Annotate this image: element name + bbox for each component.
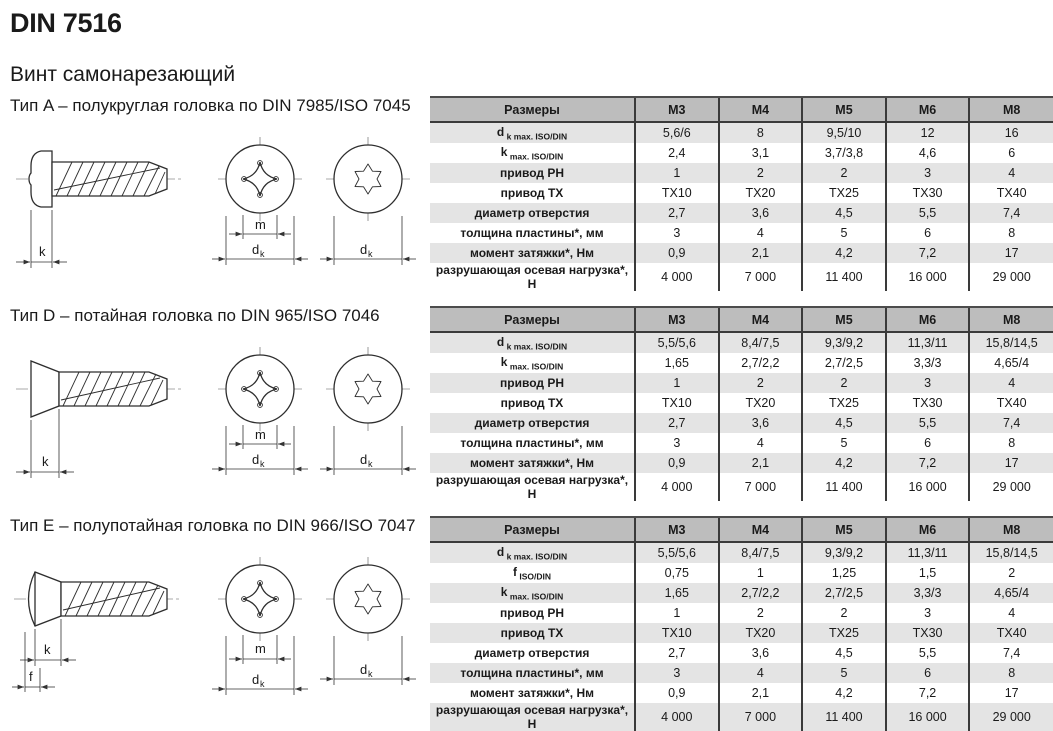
value-cell: 15,8/14,5 <box>969 332 1053 353</box>
table-row <box>430 122 1053 143</box>
row-label: привод PH <box>430 373 635 393</box>
table-row <box>430 643 1053 663</box>
value-cell: 7,4 <box>969 203 1053 223</box>
drawing-raised-countersunk-head <box>10 542 430 718</box>
value-cell: 4 <box>969 603 1053 623</box>
value-cell: 3,6 <box>719 413 803 433</box>
row-label: привод TX <box>430 623 635 643</box>
value-cell: TX40 <box>969 183 1053 203</box>
value-cell: 17 <box>969 453 1053 473</box>
section-type-d <box>10 306 1053 501</box>
value-cell: 8,4/7,5 <box>719 542 803 563</box>
dim-dk-sub-label: k <box>368 669 373 679</box>
page-title: DIN 7516 <box>10 8 122 38</box>
value-cell: 17 <box>969 683 1053 703</box>
row-label: толщина пластины*, мм <box>430 663 635 683</box>
section-title-type-d: Тип D – потайная головка по DIN 965/ISO 7046 <box>10 306 380 325</box>
value-cell: TX25 <box>802 183 886 203</box>
value-cell: 17 <box>969 243 1053 263</box>
table-row <box>430 393 1053 413</box>
dim-dk-label: d <box>252 242 260 257</box>
value-cell: 1,65 <box>635 353 719 373</box>
row-label: d $_{k max. ISO/DIN}$ <box>430 122 635 143</box>
value-cell: 1 <box>635 603 719 623</box>
table-row <box>430 263 1053 291</box>
value-cell: 6 <box>886 223 970 243</box>
value-cell: 2 <box>719 603 803 623</box>
torx-recess-view <box>320 137 416 265</box>
row-label: k $_{max. ISO/DIN}$ <box>500 144 564 162</box>
table-row <box>430 563 1053 583</box>
value-cell: 8 <box>719 122 803 143</box>
drawing-countersunk-head <box>10 332 430 490</box>
value-cell: 8,4/7,5 <box>719 332 803 353</box>
row-label: f $_{ISO/DIN}$ <box>512 564 551 582</box>
value-cell: 3 <box>886 373 970 393</box>
table-row <box>430 453 1053 473</box>
dim-dk-sub-label: k <box>260 249 265 259</box>
row-label: привод PH <box>430 163 635 183</box>
column-header: М8 <box>969 307 1053 332</box>
row-label: разрушающая осевая нагрузка*, Н <box>435 263 629 291</box>
row-label: k $_{max. ISO/DIN}$ <box>430 583 635 603</box>
value-cell: 2,1 <box>719 243 803 263</box>
column-header: М5 <box>802 307 886 332</box>
value-cell: 4,2 <box>802 453 886 473</box>
raised-countersunk-head-side-view <box>12 572 182 692</box>
value-cell: 4,5 <box>802 203 886 223</box>
torx-recess-view <box>320 557 416 685</box>
value-cell: 7,2 <box>886 683 970 703</box>
column-header: М4 <box>719 97 803 122</box>
countersunk-head-side-view <box>16 361 182 478</box>
table-row <box>430 473 1053 501</box>
dim-dk-sub-label: k <box>260 679 265 689</box>
value-cell: 4 <box>719 663 803 683</box>
value-cell: 11,3/11 <box>886 542 970 563</box>
dim-dk-label: d <box>252 452 260 467</box>
row-label: разрушающая осевая нагрузка*, Н <box>430 703 635 731</box>
row-label: разрушающая осевая нагрузка*, Н <box>435 473 629 501</box>
table-row <box>430 243 1053 263</box>
value-cell: 4,65/4 <box>969 583 1053 603</box>
value-cell: 7,4 <box>969 413 1053 433</box>
row-label: диаметр отверстия <box>430 413 635 433</box>
value-cell: 3,6 <box>719 203 803 223</box>
phillips-recess-view <box>212 137 308 265</box>
dim-k-label: k <box>44 642 51 657</box>
value-cell: 16 000 <box>886 703 970 731</box>
pan-head-side-view <box>16 151 182 268</box>
value-cell: 4,5 <box>802 413 886 433</box>
table-row <box>430 143 1053 163</box>
column-header: М4 <box>719 517 803 542</box>
value-cell: 1,65 <box>635 583 719 603</box>
value-cell: 0,9 <box>635 453 719 473</box>
dim-dk-label: d <box>360 662 368 677</box>
value-cell: 29 000 <box>969 703 1053 731</box>
value-cell: 9,3/9,2 <box>802 332 886 353</box>
row-label: момент затяжки*, Нм <box>469 686 595 700</box>
value-cell: 2 <box>719 373 803 393</box>
row-label: привод PH <box>500 606 564 620</box>
page-subtitle: Винт самонарезающий <box>10 63 236 86</box>
table-row <box>430 373 1053 393</box>
value-cell: 5 <box>802 433 886 453</box>
value-cell: 2 <box>802 163 886 183</box>
value-cell: 29 000 <box>969 263 1053 291</box>
value-cell: 16 000 <box>886 263 970 291</box>
value-cell: 8 <box>969 433 1053 453</box>
value-cell: 29 000 <box>969 473 1053 501</box>
value-cell: 5 <box>802 223 886 243</box>
value-cell: 4 000 <box>635 263 719 291</box>
dim-dk-sub-label: k <box>260 459 265 469</box>
phillips-recess-view <box>212 347 308 475</box>
value-cell: TX30 <box>886 623 970 643</box>
value-cell: 11,3/11 <box>886 332 970 353</box>
row-label-header: Размеры <box>430 97 635 122</box>
value-cell: 2 <box>969 563 1053 583</box>
value-cell: 7 000 <box>719 703 803 731</box>
value-cell: 4 <box>719 433 803 453</box>
header-row <box>430 97 1053 122</box>
header-row <box>430 307 1053 332</box>
row-label: d $_{k max. ISO/DIN}$ <box>430 332 635 353</box>
section-title-type-a: Тип A – полукруглая головка по DIN 7985/ISO 7045 <box>10 96 411 115</box>
dim-dk-label: d <box>360 242 368 257</box>
value-cell: 11 400 <box>802 263 886 291</box>
dim-dk-sub-label: k <box>368 459 373 469</box>
value-cell: 2,1 <box>719 453 803 473</box>
table-row <box>430 603 1053 623</box>
dim-k-label: k <box>42 454 49 469</box>
value-cell: 6 <box>886 663 970 683</box>
row-label: привод TX <box>500 186 564 200</box>
value-cell: 2,7/2,2 <box>719 583 803 603</box>
table-row <box>430 623 1053 643</box>
value-cell: 4 <box>969 373 1053 393</box>
value-cell: 7 000 <box>719 473 803 501</box>
value-cell: 5,5 <box>886 203 970 223</box>
value-cell: 0,9 <box>635 243 719 263</box>
value-cell: 6 <box>969 143 1053 163</box>
dim-dk-label: d <box>252 672 260 687</box>
row-label: k $_{max. ISO/DIN}$ <box>500 354 564 372</box>
table-row <box>430 663 1053 683</box>
dim-m-label: m <box>255 217 266 232</box>
value-cell: 9,5/10 <box>802 122 886 143</box>
value-cell: TX30 <box>886 183 970 203</box>
column-header: М5 <box>802 517 886 542</box>
spec-table-type-e <box>430 516 1053 731</box>
value-cell: 8 <box>969 663 1053 683</box>
value-cell: 1,25 <box>802 563 886 583</box>
value-cell: 2 <box>802 603 886 623</box>
value-cell: 5,5 <box>886 643 970 663</box>
value-cell: 2 <box>802 373 886 393</box>
value-cell: 7,2 <box>886 453 970 473</box>
value-cell: 16 <box>969 122 1053 143</box>
value-cell: 1 <box>719 563 803 583</box>
value-cell: 2,7 <box>635 203 719 223</box>
value-cell: 1,5 <box>886 563 970 583</box>
value-cell: 2,1 <box>719 683 803 703</box>
value-cell: TX20 <box>719 623 803 643</box>
value-cell: 7,2 <box>886 243 970 263</box>
spec-table-type-a <box>430 96 1053 291</box>
drawing-pan-head <box>10 122 430 280</box>
dim-m-label: m <box>255 641 266 656</box>
phillips-recess-view <box>212 557 308 695</box>
value-cell: 3,1 <box>719 143 803 163</box>
row-label: момент затяжки*, Нм <box>430 453 635 473</box>
value-cell: 2,4 <box>635 143 719 163</box>
column-header: М3 <box>635 307 719 332</box>
table-row <box>430 353 1053 373</box>
value-cell: 4,65/4 <box>969 353 1053 373</box>
value-cell: 2,7/2,5 <box>802 583 886 603</box>
row-label: момент затяжки*, Нм <box>430 243 635 263</box>
value-cell: 9,3/9,2 <box>802 542 886 563</box>
column-header: М4 <box>719 307 803 332</box>
table-row <box>430 223 1053 243</box>
dim-dk-sub-label: k <box>368 249 373 259</box>
spec-table-type-d <box>430 306 1053 501</box>
column-header: М6 <box>886 307 970 332</box>
value-cell: 3 <box>886 603 970 623</box>
header-row <box>430 517 1053 542</box>
value-cell: 8 <box>969 223 1053 243</box>
value-cell: 3 <box>635 433 719 453</box>
section-type-a <box>10 96 1053 291</box>
value-cell: 16 000 <box>886 473 970 501</box>
row-label: d $_{k max. ISO/DIN}$ <box>430 542 635 563</box>
value-cell: 3 <box>635 663 719 683</box>
value-cell: 4,5 <box>802 643 886 663</box>
row-label: толщина пластины*, мм <box>460 436 604 450</box>
value-cell: 4 <box>719 223 803 243</box>
value-cell: 3 <box>635 223 719 243</box>
row-label: привод TX <box>500 396 564 410</box>
column-header: М8 <box>969 97 1053 122</box>
value-cell: 5,5/5,6 <box>635 332 719 353</box>
value-cell: TX25 <box>802 393 886 413</box>
value-cell: 5,5/5,6 <box>635 542 719 563</box>
column-header: М6 <box>886 517 970 542</box>
table-row <box>430 203 1053 223</box>
table-row <box>430 183 1053 203</box>
table-row <box>430 683 1053 703</box>
value-cell: 2,7/2,2 <box>719 353 803 373</box>
value-cell: 0,75 <box>635 563 719 583</box>
value-cell: 3,7/3,8 <box>802 143 886 163</box>
value-cell: 3 <box>886 163 970 183</box>
value-cell: 12 <box>886 122 970 143</box>
value-cell: 5 <box>802 663 886 683</box>
value-cell: 2,7/2,5 <box>802 353 886 373</box>
column-header: М5 <box>802 97 886 122</box>
row-label: толщина пластины*, мм <box>460 226 604 240</box>
table-row <box>430 163 1053 183</box>
table-row <box>430 542 1053 563</box>
value-cell: TX40 <box>969 623 1053 643</box>
column-header: М3 <box>635 517 719 542</box>
value-cell: 5,5 <box>886 413 970 433</box>
value-cell: TX40 <box>969 393 1053 413</box>
value-cell: TX20 <box>719 393 803 413</box>
value-cell: 3,3/3 <box>886 353 970 373</box>
column-header: М3 <box>635 97 719 122</box>
dim-m-label: m <box>255 427 266 442</box>
value-cell: TX30 <box>886 393 970 413</box>
value-cell: 1 <box>635 163 719 183</box>
section-title-type-e: Тип E – полупотайная головка по DIN 966/ISO 7047 <box>10 516 416 535</box>
value-cell: 4 000 <box>635 473 719 501</box>
row-label: диаметр отверстия <box>474 646 590 660</box>
value-cell: 0,9 <box>635 683 719 703</box>
value-cell: TX25 <box>802 623 886 643</box>
value-cell: TX10 <box>635 183 719 203</box>
value-cell: 15,8/14,5 <box>969 542 1053 563</box>
value-cell: 7 000 <box>719 263 803 291</box>
table-row <box>430 433 1053 453</box>
value-cell: 3,6 <box>719 643 803 663</box>
dim-dk-label: d <box>360 452 368 467</box>
value-cell: 4,6 <box>886 143 970 163</box>
row-label-header: Размеры <box>430 517 635 542</box>
value-cell: 4,2 <box>802 683 886 703</box>
table-row <box>430 583 1053 603</box>
column-header: М6 <box>886 97 970 122</box>
dim-k-label: k <box>39 244 46 259</box>
value-cell: 2,7 <box>635 413 719 433</box>
value-cell: 11 400 <box>802 473 886 501</box>
value-cell: TX10 <box>635 393 719 413</box>
row-label-header: Размеры <box>430 307 635 332</box>
dim-f-label: f <box>29 669 33 684</box>
torx-recess-view <box>320 347 416 475</box>
value-cell: TX20 <box>719 183 803 203</box>
value-cell: 11 400 <box>802 703 886 731</box>
value-cell: 7,4 <box>969 643 1053 663</box>
value-cell: 1 <box>635 373 719 393</box>
value-cell: 2,7 <box>635 643 719 663</box>
value-cell: 6 <box>886 433 970 453</box>
value-cell: 4 <box>969 163 1053 183</box>
value-cell: 5,6/6 <box>635 122 719 143</box>
value-cell: 4 000 <box>635 703 719 731</box>
table-row <box>430 703 1053 731</box>
value-cell: 4,2 <box>802 243 886 263</box>
value-cell: 3,3/3 <box>886 583 970 603</box>
row-label: диаметр отверстия <box>430 203 635 223</box>
column-header: М8 <box>969 517 1053 542</box>
table-row <box>430 413 1053 433</box>
table-row <box>430 332 1053 353</box>
value-cell: TX10 <box>635 623 719 643</box>
value-cell: 2 <box>719 163 803 183</box>
section-type-e <box>10 516 1053 731</box>
